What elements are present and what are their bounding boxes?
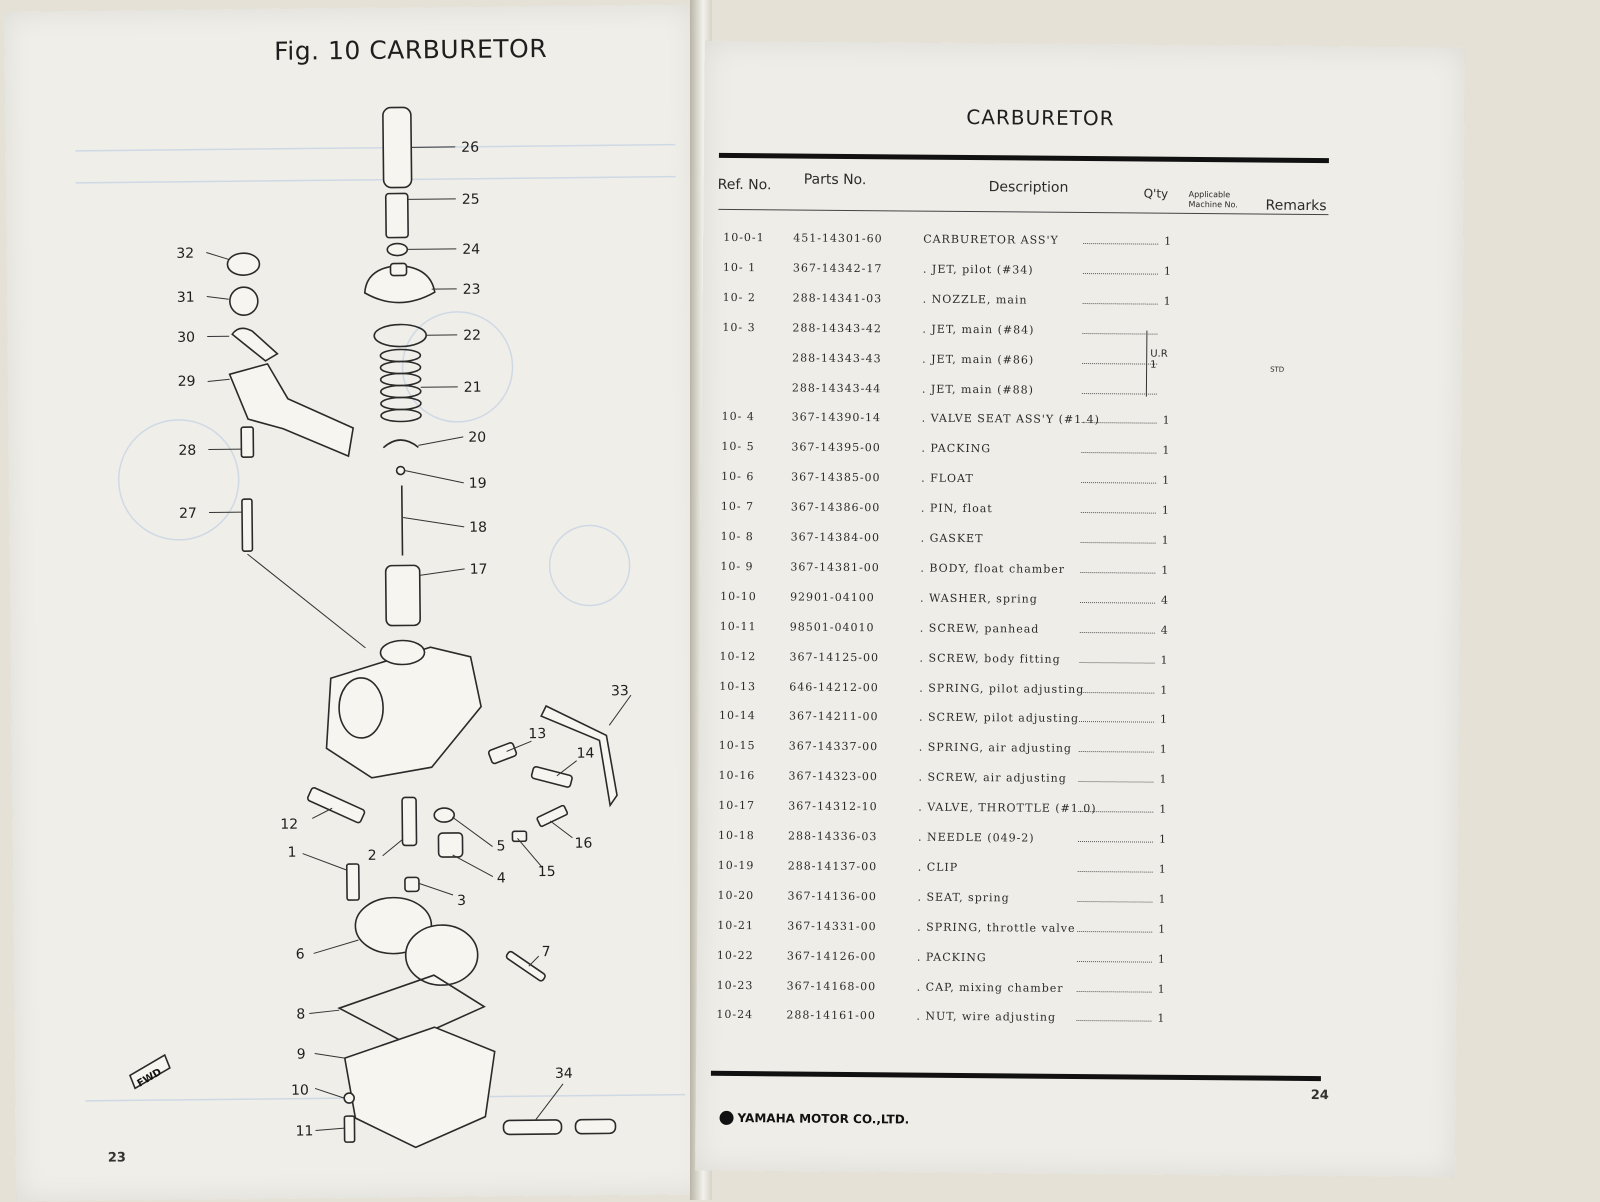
right-page <box>695 41 1465 1178</box>
description-cell: CARBURETOR ASS'Y <box>923 233 1163 248</box>
ref-no-cell: 10-10 <box>720 590 780 604</box>
callout-17: 17 <box>470 562 488 578</box>
description-cell: . VALVE SEAT ASS'Y (#1.4) <box>922 412 1162 427</box>
description-cell: . JET, main (#88) <box>922 382 1162 397</box>
header-ref-no: Ref. No. <box>718 177 772 193</box>
group-qty: U.R 1 <box>1150 349 1168 371</box>
table-row <box>721 470 1171 494</box>
callout-18: 18 <box>469 520 487 536</box>
part-no-cell: 367-14312-10 <box>788 800 908 814</box>
qty-cell: 1 <box>1156 1012 1166 1025</box>
part-no-cell: 646-14212-00 <box>789 680 909 694</box>
qty-cell: 1 <box>1159 743 1169 756</box>
table-row <box>718 799 1168 823</box>
figure-title: Fig. 10 CARBURETOR <box>274 34 547 66</box>
callout-21: 21 <box>464 380 482 396</box>
callout-30: 30 <box>177 330 195 346</box>
part-no-cell: 288-14137-00 <box>788 859 908 873</box>
right-page-number: 24 <box>1311 1088 1329 1103</box>
description-cell: . JET, pilot (#34) <box>923 263 1163 278</box>
description-cell: . SPRING, throttle valve <box>917 920 1157 935</box>
part-no-cell: 288-14336-03 <box>788 829 908 843</box>
callout-3: 3 <box>457 893 466 909</box>
qty-cell: 1 <box>1161 474 1171 487</box>
callout-13: 13 <box>528 726 546 742</box>
ref-no-cell: 10-24 <box>716 1008 776 1022</box>
table-row <box>718 829 1168 853</box>
table-row <box>717 948 1167 972</box>
description-cell: . FLOAT <box>921 472 1161 487</box>
header-top-rule <box>719 153 1329 163</box>
qty-cell: 1 <box>1157 982 1167 995</box>
part-no-cell: 367-14390-14 <box>792 411 912 425</box>
callout-23: 23 <box>463 282 481 298</box>
qty-cell: 1 <box>1158 833 1168 846</box>
description-cell: . JET, main (#84) <box>922 322 1162 337</box>
callout-11: 11 <box>295 1123 313 1139</box>
description-cell: . GASKET <box>921 532 1161 547</box>
callout-14: 14 <box>577 746 595 762</box>
part-no-cell: 367-14384-00 <box>791 530 911 544</box>
qty-cell: 4 <box>1160 623 1170 636</box>
table-row <box>718 769 1168 793</box>
description-cell: . BODY, float chamber <box>920 561 1160 576</box>
qty-cell: 1 <box>1161 504 1171 517</box>
qty-cell: 1 <box>1160 653 1170 666</box>
description-cell: . NEEDLE (049-2) <box>918 831 1158 846</box>
table-row <box>718 859 1168 883</box>
ref-no-cell: 10- 6 <box>721 470 781 484</box>
description-cell: . SPRING, pilot adjusting <box>919 681 1159 696</box>
callout-12: 12 <box>280 817 298 833</box>
qty-cell: 1 <box>1163 295 1173 308</box>
callout-7: 7 <box>542 944 551 960</box>
callout-2: 2 <box>368 848 377 864</box>
callout-24: 24 <box>462 242 480 258</box>
ref-no-cell: 10- 5 <box>721 440 781 454</box>
callout-16: 16 <box>574 836 592 852</box>
ref-no-cell: 10- 1 <box>723 261 783 275</box>
callout-20: 20 <box>468 430 486 446</box>
table-row <box>723 231 1173 255</box>
callout-9: 9 <box>297 1047 306 1063</box>
qty-cell: 1 <box>1157 892 1167 905</box>
description-cell: . WASHER, spring <box>920 591 1160 606</box>
table-row <box>722 350 1172 374</box>
description-cell: . NOZZLE, main <box>923 292 1163 307</box>
part-27-rod <box>242 499 253 551</box>
description-cell: . SEAT, spring <box>917 890 1157 905</box>
callout-34: 34 <box>555 1066 573 1082</box>
part-30-plate <box>232 328 277 361</box>
ref-no-cell: 10- 2 <box>723 291 783 305</box>
table-row <box>719 739 1169 763</box>
description-cell: . CLIP <box>918 860 1158 875</box>
table-row <box>722 321 1172 345</box>
ref-no-cell: 10-12 <box>720 649 780 663</box>
qty-cell: 1 <box>1163 265 1173 278</box>
callout-22: 22 <box>463 328 481 344</box>
table-row <box>723 291 1173 315</box>
part-28-spring <box>241 427 253 457</box>
remarks-std: STD <box>1270 366 1284 374</box>
table-row <box>721 500 1171 524</box>
table-row <box>721 440 1171 464</box>
table-row <box>720 560 1170 584</box>
callout-26: 26 <box>461 140 479 156</box>
callout-19: 19 <box>469 476 487 492</box>
parts-table <box>705 41 1465 48</box>
ref-no-cell: 10-0-1 <box>723 231 783 245</box>
part-no-cell: 92901-04100 <box>790 590 910 604</box>
parts-list-title: CARBURETOR <box>966 105 1115 130</box>
ref-no-cell <box>722 380 782 381</box>
description-cell: . VALVE, THROTTLE (#1.0) <box>918 801 1158 816</box>
exploded-carburetor-diagram <box>4 4 706 1201</box>
part-no-cell: 451-14301-60 <box>793 231 913 245</box>
callout-29: 29 <box>178 374 196 390</box>
ref-no-cell: 10-13 <box>719 679 779 693</box>
ref-no-cell: 10-23 <box>717 978 777 992</box>
ref-no-cell: 10- 7 <box>721 500 781 514</box>
table-row <box>717 889 1167 913</box>
description-cell: . SCREW, body fitting <box>920 651 1160 666</box>
table-row <box>719 709 1169 733</box>
publisher-mark <box>719 1111 909 1127</box>
part-no-cell: 367-14385-00 <box>791 471 911 485</box>
part-no-cell: 288-14343-43 <box>792 351 912 365</box>
part-no-cell: 367-14342-17 <box>793 261 913 275</box>
table-row <box>720 620 1170 644</box>
callout-6: 6 <box>296 947 305 963</box>
qty-bracket <box>1142 331 1148 397</box>
table-row <box>716 1008 1166 1032</box>
description-cell: . NUT, wire adjusting <box>916 1010 1156 1025</box>
ref-no-cell <box>722 350 782 351</box>
description-cell: . PACKING <box>921 442 1161 457</box>
ref-no-cell: 10-11 <box>720 620 780 634</box>
description-cell: . CAP, mixing chamber <box>917 980 1157 995</box>
callout-27: 27 <box>179 506 197 522</box>
footer-rule <box>711 1071 1321 1081</box>
description-cell: . SCREW, air adjusting <box>918 771 1158 786</box>
callout-28: 28 <box>178 443 196 459</box>
ref-no-cell: 10-22 <box>717 948 777 962</box>
table-row <box>722 380 1172 404</box>
callout-15: 15 <box>538 864 556 880</box>
header-machine-no: Machine No. <box>1188 200 1237 209</box>
part-25-adjuster <box>386 193 408 237</box>
qty-cell: 1 <box>1159 683 1169 696</box>
qty-cell: 1 <box>1160 564 1170 577</box>
part-no-cell: 367-14126-00 <box>787 949 907 963</box>
left-page-number: 23 <box>108 1150 126 1165</box>
table-row <box>722 410 1172 434</box>
qty-cell: 1 <box>1157 922 1167 935</box>
qty-cell: 1 <box>1158 773 1168 786</box>
callout-33: 33 <box>611 683 629 699</box>
part-no-cell: 367-14337-00 <box>789 740 909 754</box>
ref-no-cell: 10- 4 <box>722 410 782 424</box>
publisher-name: YAMAHA MOTOR CO.,LTD. <box>737 1111 909 1126</box>
table-row <box>720 590 1170 614</box>
ref-no-cell: 10-21 <box>717 919 777 933</box>
part-no-cell: 367-14168-00 <box>787 979 907 993</box>
ref-no-cell: 10-18 <box>718 829 778 843</box>
part-no-cell: 367-14395-00 <box>791 441 911 455</box>
callout-25: 25 <box>462 192 480 208</box>
ref-no-cell: 10- 3 <box>722 321 782 335</box>
part-no-cell: 367-14211-00 <box>789 710 909 724</box>
ref-no-cell: 10-15 <box>719 739 779 753</box>
qty-cell: 1 <box>1161 444 1171 457</box>
ref-no-cell: 10-17 <box>718 799 778 813</box>
part-no-cell: 367-14331-00 <box>787 919 907 933</box>
description-cell: . JET, main (#86) <box>922 352 1162 367</box>
header-parts-no: Parts No. <box>804 172 867 189</box>
header-applicable: Applicable <box>1189 190 1231 199</box>
description-cell: . PACKING <box>917 950 1157 965</box>
header-bottom-rule <box>718 209 1328 215</box>
callout-10: 10 <box>291 1083 309 1099</box>
callout-5: 5 <box>496 838 505 854</box>
qty-cell: 1 <box>1157 952 1167 965</box>
part-no-cell: 288-14161-00 <box>786 1009 906 1023</box>
description-cell: . PIN, float <box>921 502 1161 517</box>
qty-cell: 1 <box>1159 713 1169 726</box>
ref-no-cell: 10- 9 <box>720 560 780 574</box>
ref-no-cell: 10-14 <box>719 709 779 723</box>
yamaha-logo-icon <box>719 1111 733 1125</box>
header-description: Description <box>989 179 1069 196</box>
part-32-cap <box>227 253 259 275</box>
part-no-cell: 98501-04010 <box>790 620 910 634</box>
table-row <box>723 261 1173 285</box>
description-cell: . SPRING, air adjusting <box>919 741 1159 756</box>
header-qty: Q'ty <box>1144 187 1169 201</box>
description-cell: . SCREW, pilot adjusting <box>919 711 1159 726</box>
ref-no-cell: 10-20 <box>717 889 777 903</box>
table-row <box>721 530 1171 554</box>
part-no-cell: 367-14323-00 <box>788 770 908 784</box>
table-row <box>717 978 1167 1002</box>
part-no-cell: 367-14381-00 <box>790 560 910 574</box>
table-row <box>719 679 1169 703</box>
table-row <box>717 919 1167 943</box>
header-remarks: Remarks <box>1265 198 1326 215</box>
qty-cell: 1 <box>1161 534 1171 547</box>
callout-4: 4 <box>497 870 506 886</box>
part-no-cell: 367-14136-00 <box>787 889 907 903</box>
part-no-cell: 288-14343-42 <box>792 321 912 335</box>
ref-no-cell: 10- 8 <box>721 530 781 544</box>
qty-cell: 4 <box>1160 593 1170 606</box>
table-row <box>719 649 1169 673</box>
part-no-cell: 288-14343-44 <box>792 381 912 395</box>
qty-cell: 1 <box>1158 803 1168 816</box>
qty-cell: 1 <box>1162 414 1172 427</box>
part-26-sleeve <box>383 107 412 187</box>
part-31-plunger <box>230 287 258 315</box>
callout-32: 32 <box>176 246 194 262</box>
callout-1: 1 <box>288 845 297 861</box>
part-no-cell: 367-14125-00 <box>790 650 910 664</box>
qty-cell: 1 <box>1158 863 1168 876</box>
callout-8: 8 <box>296 1007 305 1023</box>
part-no-cell: 367-14386-00 <box>791 501 911 515</box>
fwd-label: FWD <box>136 1067 164 1090</box>
callout-31: 31 <box>177 290 195 306</box>
qty-cell: 1 <box>1163 235 1173 248</box>
description-cell: . SCREW, panhead <box>920 621 1160 636</box>
ref-no-cell: 10-19 <box>718 859 778 873</box>
ref-no-cell: 10-16 <box>718 769 778 783</box>
part-no-cell: 288-14341-03 <box>793 291 913 305</box>
left-page <box>4 4 706 1201</box>
